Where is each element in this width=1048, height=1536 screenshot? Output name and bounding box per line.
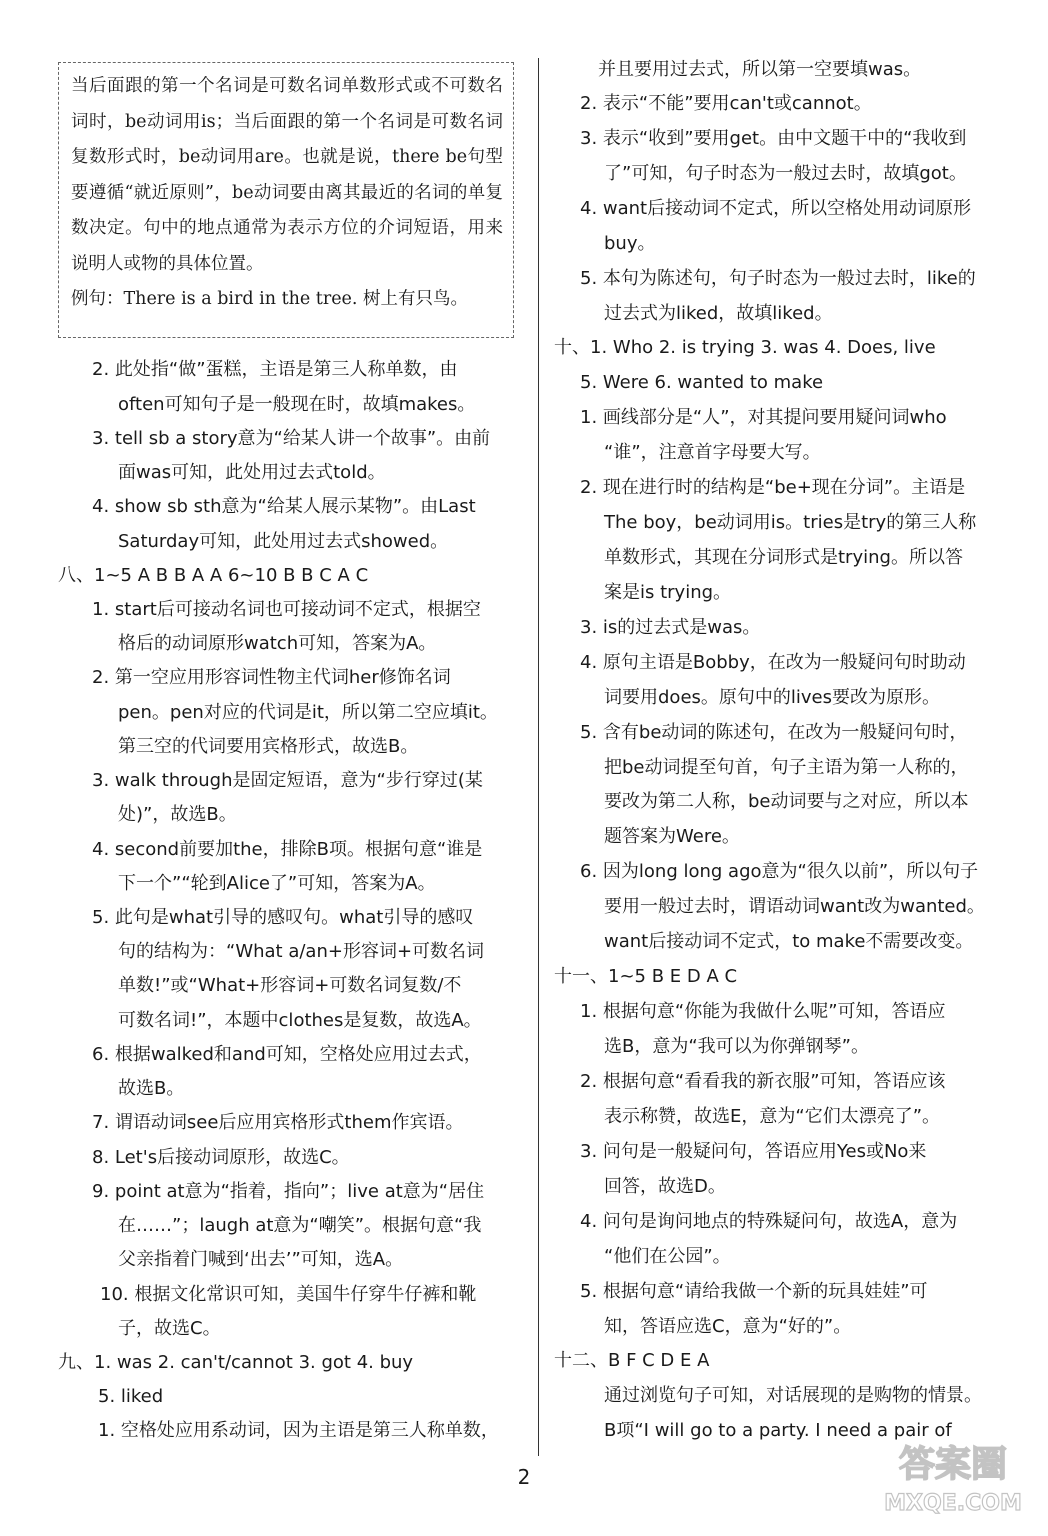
answer-line: 2. 第一空应用形容词性物主代词her修饰名词 [92,667,451,688]
answer-line: 5. 根据句意“请给我做一个新的玩具娃娃”可 [580,1281,928,1302]
answer-line: 要改为第二人称，be动词要与之对应，所以本 [604,791,969,812]
answer-line: 5. 本句为陈述句，句子时态为一般过去时，like的 [580,268,976,289]
answer-line: “他们在公园”。 [604,1246,731,1267]
column-divider [538,58,539,1456]
answer-line: 3. is的过去式是was。 [580,617,761,638]
answer-line: 1. 空格处应用系动词，因为主语是第三人称单数， [98,1420,499,1441]
answer-line: 1. 根据句意“你能为我做什么呢”可知，答语应 [580,1001,946,1022]
answer-line: 3. 表示“收到”要用get。由中文题干中的“我收到 [580,128,967,149]
answer-line: buy。 [604,233,656,254]
answer-line: 父亲指着门喊到‘出去’”可知，选A。 [118,1249,404,1270]
answer-line: 2. 此处指“做”蛋糕，主语是第三人称单数，由 [92,359,458,380]
answer-line: 2. 根据句意“看看我的新衣服”可知，答语应该 [580,1071,946,1092]
answer-line: 第三空的代词要用宾格形式，故选B。 [118,736,419,757]
answer-line: 在……”；laugh at意为“嘲笑”。根据句意“我 [118,1215,482,1236]
answer-line: 6. 因为long long ago意为“很久以前”，所以句子 [580,861,979,882]
answer-line: 十二、B F C D E A [554,1350,710,1371]
page-number: 2 [517,1465,531,1489]
answer-line: 9. point at意为“指着，指向”；live at意为“居住 [92,1181,485,1202]
answer-line: 下一个”“轮到Alice了”可知，答案为A。 [118,873,436,894]
answer-line: 选B，意为“我可以为你弹钢琴”。 [604,1036,869,1057]
watermark-logo [878,1430,1028,1520]
answer-line: 题答案为Were。 [604,826,740,847]
answer-line: 句的结构为：“What a/an+形容词+可数名词 [118,941,485,962]
answer-line: 5. 含有be动词的陈述句，在改为一般疑问句时， [580,722,968,743]
answer-line: 5. Were 6. wanted to make [580,372,824,393]
answer-line: 4. second前要加the，排除B项。根据句意“谁是 [92,839,483,860]
answer-line: 十、1. Who 2. is trying 3. was 4. Does, live [554,337,936,358]
answer-line: 1. 画线部分是“人”，对其提问要用疑问词who [580,407,947,428]
note-example: 例句：There is a bird in the tree. 树上有只鸟。 [71,289,469,309]
answer-line: 1. start后可接动名词也可接动词不定式，根据空 [92,599,481,620]
answer-line: 通过浏览句子可知，对话展现的是购物的情景。 [604,1385,982,1406]
answer-line: 3. walk through是固定短语，意为“步行穿过(某 [92,770,483,791]
answer-line: 并且要用过去式，所以第一空要填was。 [598,59,922,80]
answer-line: 4. 问句是询问地点的特殊疑问句，故选A，意为 [580,1211,958,1232]
answer-line: 6. 根据walked和and可知，空格处应用过去式， [92,1044,482,1065]
watermark-line1: 答案圈 [898,1444,1008,1485]
answer-line: 处)”，故选B。 [118,804,237,825]
note-text: 当后面跟的第一个名词是可数名词单数形式或不可数名词时，be动词用is；当后面跟的第一个名词是可数名词复数形式时，be动词用are。也就是说，there be句型要遵循“就近原则”，be动词要由离其最近的名词的单复数决定。句中的地点通常为表示方位的介词短语，用来说明人或物的具体位置。 [71,76,503,274]
answer-line: 3. 问句是一般疑问句，答语应用Yes或No来 [580,1141,927,1162]
answer-line: 表示称赞，故选E，意为“它们太漂亮了”。 [604,1106,941,1127]
answer-line: 3. tell sb a story意为“给某人讲一个故事”。由前 [92,428,491,449]
answer-line: B项“I will go to a party. I need a pair of [604,1420,952,1441]
answer-line: 回答，故选D。 [604,1176,726,1197]
answer-line: 可数名词!”，本题中clothes是复数，故选A。 [118,1010,482,1031]
answer-line: 要用一般过去时，谓语动词want改为wanted。 [604,896,985,917]
answer-line: 单数形式，其现在分词形式是trying。所以答 [604,547,963,568]
answer-line: Saturday可知，此处用过去式showed。 [118,531,449,552]
grammar-note-box [58,62,514,338]
answer-line: 单数!”或“What+形容词+可数名词复数/不 [118,975,462,996]
answer-line: “谁”，注意首字母要大写。 [604,442,821,463]
answer-line: 2. 现在进行时的结构是“be+现在分词”。主语是 [580,477,966,498]
answer-line: 十一、1~5 B E D A C [554,966,738,987]
answer-line: 九、1. was 2. can't/cannot 3. got 4. buy [58,1352,414,1373]
answer-line: 案是is trying。 [604,582,732,603]
answer-line: 子，故选C。 [118,1318,221,1339]
answer-line: 5. 此句是what引导的感叹句。what引导的感叹 [92,907,474,928]
watermark-line2: MXQE.COM [884,1491,1022,1516]
answer-line: 知，答语应选C，意为“好的”。 [604,1316,852,1337]
answer-line: 4. show sb sth意为“给某人展示某物”。由Last [92,496,476,517]
answer-line: 了”可知，句子时态为一般过去时，故填got。 [604,163,967,184]
answer-line: 格后的动词原形watch可知，答案为A。 [118,633,437,654]
answer-line: 面was可知，此处用过去式told。 [118,462,386,483]
answer-line: The boy，be动词用is。tries是try的第三人称 [604,512,977,533]
answer-line: pen。pen对应的代词是it，所以第二空应填it。 [118,702,498,723]
answer-line: 4. want后接动词不定式，所以空格处用动词原形 [580,198,972,219]
answer-line: 2. 表示“不能”要用can't或cannot。 [580,93,872,114]
answer-line: 故选B。 [118,1078,185,1099]
answer-line: often可知句子是一般现在时，故填makes。 [118,394,476,415]
answer-line: 7. 谓语动词see后应用宾格形式them作宾语。 [92,1112,464,1133]
answer-line: 把be动词提至句首，句子主语为第一人称的， [604,757,969,778]
answer-line: want后接动词不定式，to make不需要改变。 [604,931,974,952]
answer-line: 8. Let's后接动词原形，故选C。 [92,1147,350,1168]
answer-line: 5. liked [98,1386,164,1407]
answer-line: 过去式为liked，故填liked。 [604,303,833,324]
answer-line: 4. 原句主语是Bobby，在改为一般疑问句时助动 [580,652,966,673]
answer-line: 10. 根据文化常识可知，美国牛仔穿牛仔裤和靴 [100,1284,477,1305]
answer-line: 词要用does。原句中的lives要改为原形。 [604,687,940,708]
answer-line: 八、1~5 A B B A A 6~10 B B C A C [58,565,369,586]
